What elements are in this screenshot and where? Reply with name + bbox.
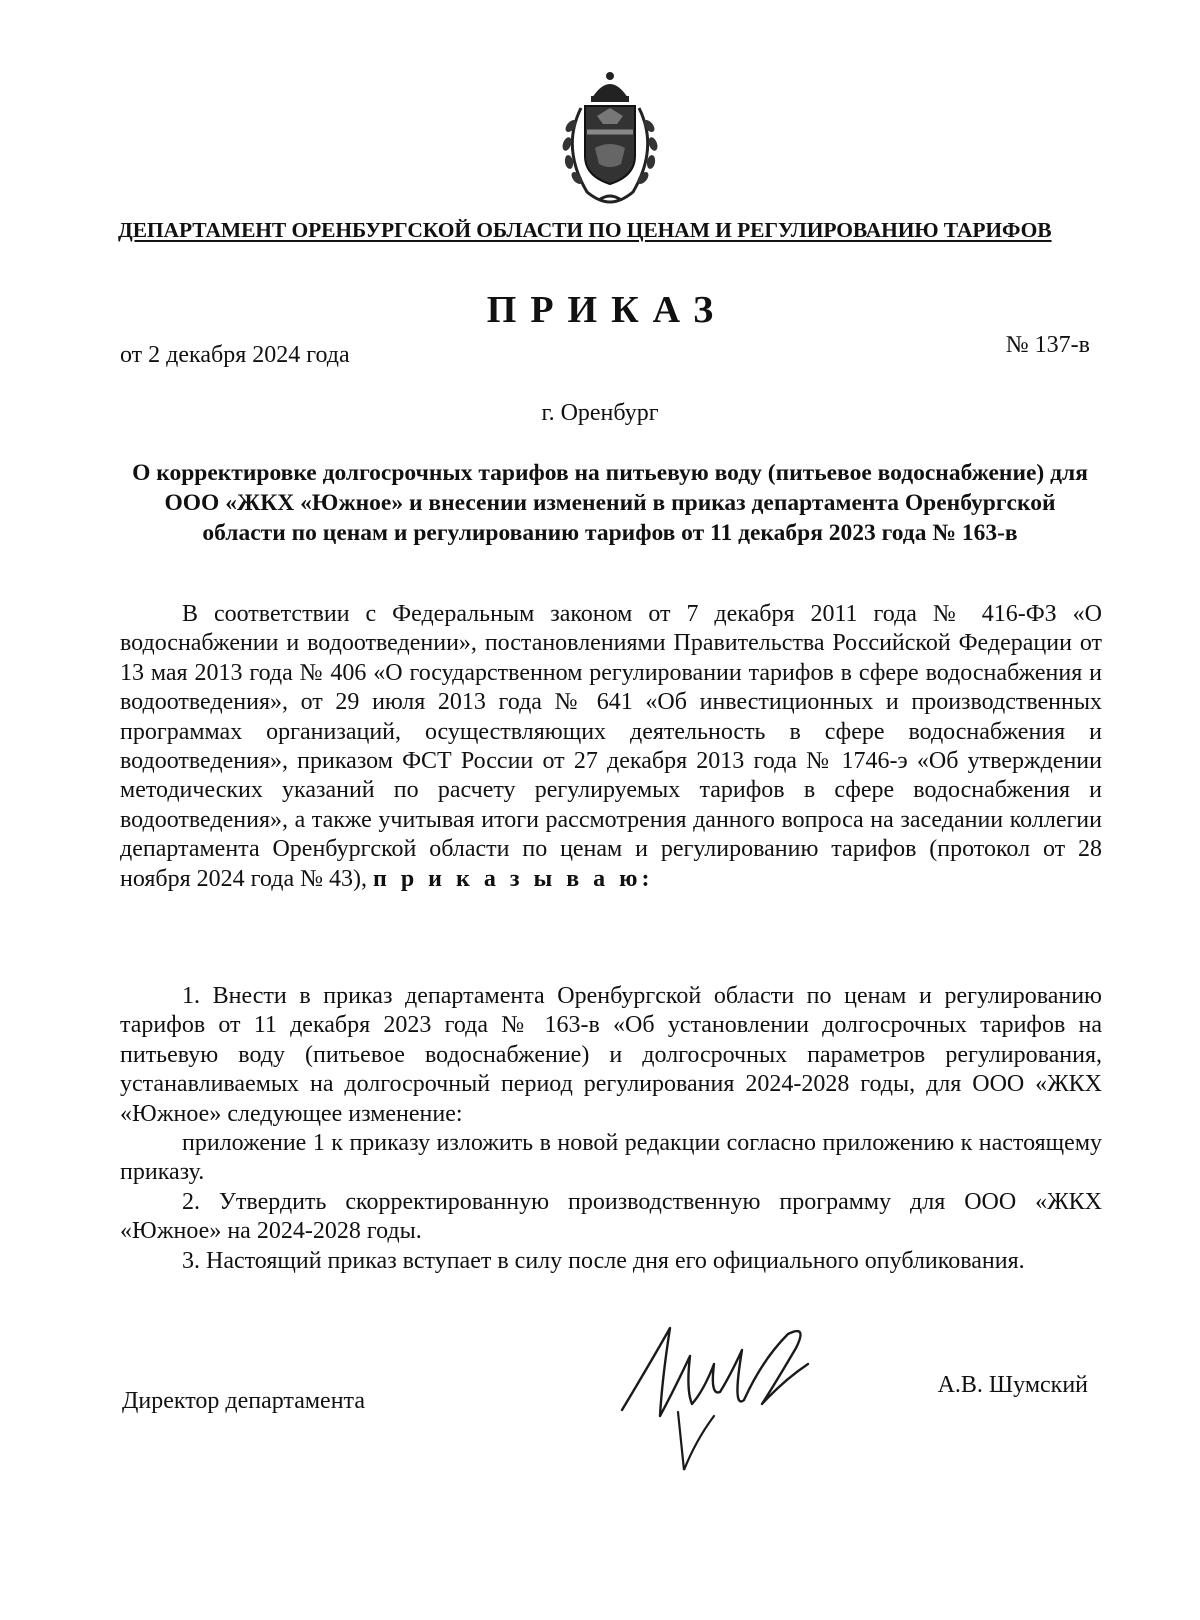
- order-item-3: 3. Настоящий приказ вступает в силу после дня его официального опубликования.: [182, 1247, 1025, 1274]
- order-items: [120, 982, 1102, 1276]
- handwritten-signature-icon: [612, 1320, 842, 1520]
- legal-basis-text: В соответствии с Федеральным законом от 7 декабря 2011 года № 416-ФЗ «О водоснабжении и водоотведении», постановлениями Правительства Российской Федерации от 13 мая 2013 года № 406 «О государственном регулировании тарифов в сфере водоснабжения и водоотведения», от 29 июля 2013 года № 641 «Об инвестиционных и производственных программах организаций, осуществляющих деятельность в сфере водоснабжения и водоотведения», приказом ФСТ России от 27 декабря 2013 года № 1746-э «Об утверждении методических указаний по расчету регулируемых тарифов в сфере водоснабжения и водоотведения», а также учитывая итоги рассмотрения данного вопроса на заседании коллегии департамента Оренбургской области по ценам и регулированию тарифов (протокол от 28 ноября 2024 года № 43),: [120, 601, 1102, 892]
- order-item-2: 2. Утвердить скорректированную производственную программу для ООО «ЖКХ «Южное» на 2024-2028 годы.: [120, 1188, 1102, 1245]
- order-item-1-change: приложение 1 к приказу изложить в новой редакции согласно приложению к настоящему приказу.: [120, 1130, 1102, 1186]
- order-item-1: 1. Внести в приказ департамента Оренбургской области по ценам и регулированию тарифов от 11 декабря 2023 года № 163-в «Об установлении долгосрочных тарифов на питьевую воду (питьевое водоснабжение) и долгосрочных параметров регулирования, устанавливаемых на долгосрочный период регулирования 2024-2028 годы, для ООО «ЖКХ «Южное» следующее изменение:: [120, 983, 1102, 1127]
- order-number: № 137-в: [1005, 332, 1090, 358]
- order-date: от 2 декабря 2024 года: [120, 342, 350, 368]
- decree-word: п р и к а з ы в а ю:: [372, 865, 654, 892]
- document-type-title: ПРИКАЗ: [486, 289, 728, 331]
- signer-name: А.В. Шумский: [937, 1372, 1088, 1398]
- department-name: ДЕПАРТАМЕНТ ОРЕНБУРГСКОЙ ОБЛАСТИ ПО ЦЕНАМ И РЕГУЛИРОВАНИЮ ТАРИФОВ: [118, 218, 1052, 242]
- order-subject: О корректировке долгосрочных тарифов на питьевую воду (питьевое водоснабжение) для ООО «ЖКХ «Южное» и внесении изменений в приказ департамента Оренбургской области по ценам и регулированию тарифов от 11 декабря 2023 года № 163-в: [132, 460, 1088, 546]
- orenburg-coat-of-arms-icon: [547, 68, 673, 208]
- signer-position: Директор департамента: [122, 1388, 365, 1414]
- legal-basis-paragraph: [120, 600, 1102, 894]
- city: г. Оренбург: [541, 400, 659, 426]
